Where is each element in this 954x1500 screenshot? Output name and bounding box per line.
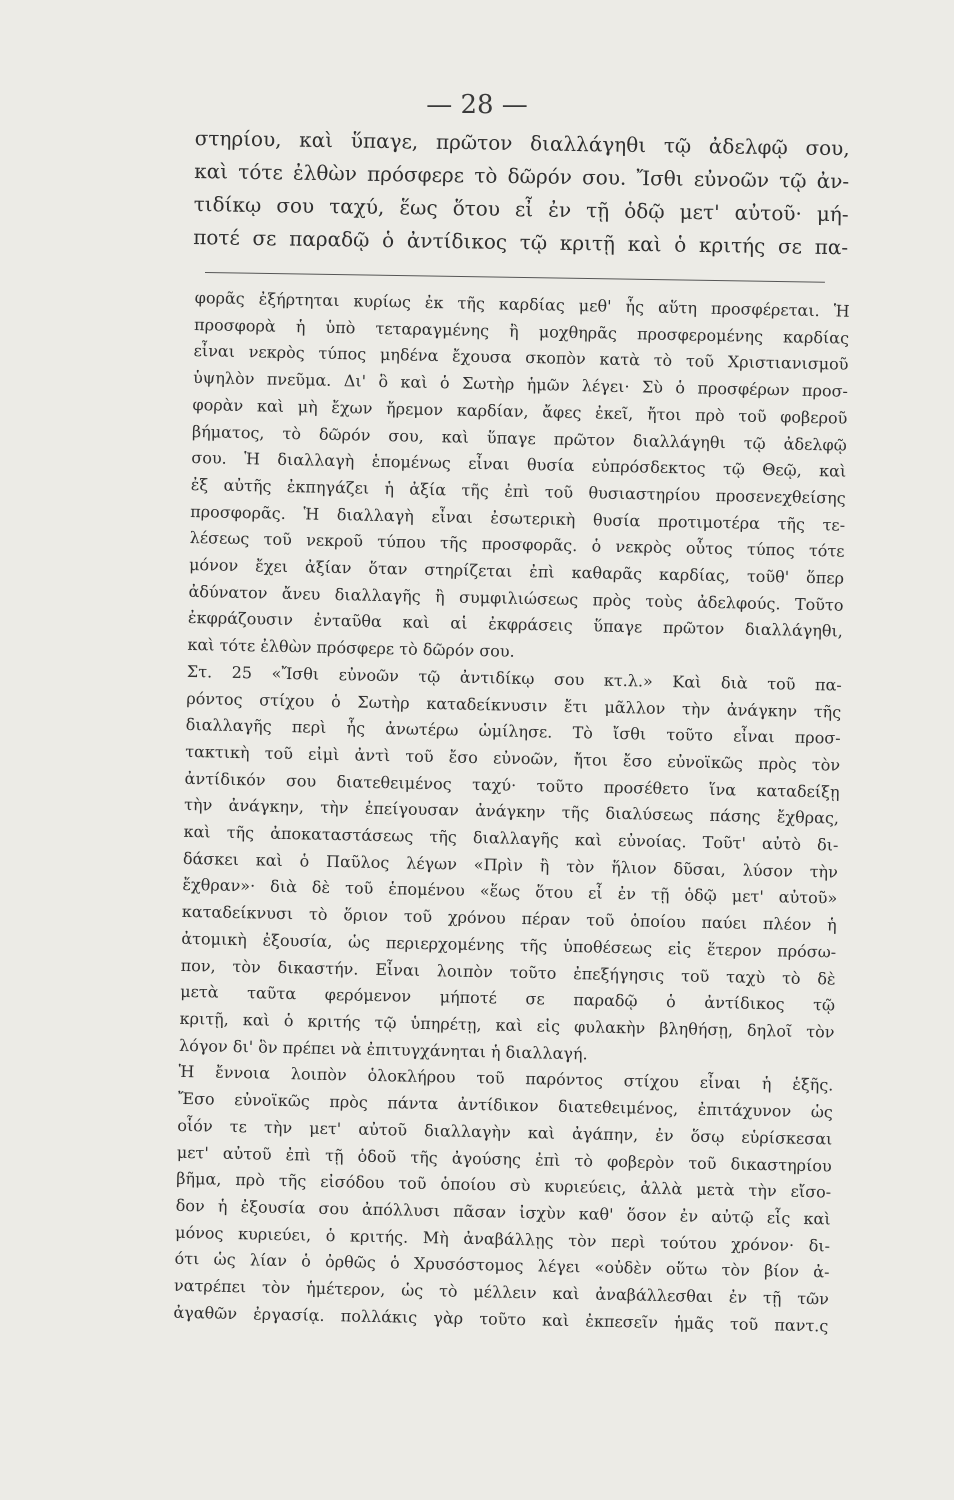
footnote-line: φορὰν καὶ μὴ ἔχων ἤρεμον καρδίαν, ἄφες ἐκεῖ, ἤτοι πρὸ τοῦ φοβεροῦ bbox=[192, 394, 848, 428]
footnote-line: εἶναι νεκρὸς τύπος μηδένα ἔχουσα σκοπὸν κατὰ τὸ τοῦ Χριστιανισμοῦ bbox=[193, 341, 849, 375]
footnote-line: προσφορὰ ἡ ὑπὸ τεταραγμένης ἢ μοχθηρᾶς προσφερομένης καρδίας bbox=[193, 314, 850, 348]
page-number: — 28 — bbox=[426, 90, 528, 120]
footnote-line: ότι ὡς λίαν ὁ ὀρθῶς ὁ Χρυσόστομος λέγει «οὐδὲν οὕτω τὸν βίον ἀ- bbox=[174, 1249, 830, 1282]
footnote-line: μόνος κυριεύει, ὁ κριτής. Μὴ ἀναβάλλῃς τὸν περὶ τούτου χρόνον· δι- bbox=[174, 1222, 831, 1256]
footnote-line: δον ἡ ἐξουσία σου ἀπόλλυσι πᾶσαν ἰσχὺν καθ' ὅσον ἐν αὐτῷ εἷς καὶ bbox=[175, 1195, 831, 1229]
footnote-line: βήματος, τὸ δῶρόν σου, καὶ ὕπαγε πρῶτον διαλλάγηθι τῷ ἀδελφῷ bbox=[191, 421, 847, 455]
footnote-line: βῆμα, πρὸ τῆς εἰσόδου τοῦ ὁποίου σὺ κυριεύεις, ἀλλὰ μετὰ τὴν εἴσο- bbox=[176, 1169, 832, 1202]
footnote-text bbox=[173, 285, 850, 1340]
footnote-divider bbox=[205, 272, 825, 283]
main-text-line: καὶ τότε ἐλθὼν πρόσφερε τὸ δῶρόν σου. Ἴσθι εὐνοῶν τῷ ἀν- bbox=[194, 158, 850, 194]
main-text bbox=[193, 122, 850, 264]
footnote-line: καὶ τῆς ἀποκαταστάσεως τῆς διαλλαγῆς καὶ εὐνοίας. Τοῦτ' αὐτὸ δι- bbox=[183, 821, 839, 855]
footnote-line: νατρέπει τὸν ἡμέτερον, ὡς τὸ μέλλειν καὶ ἀναβάλλεσθαι ἐν τῇ τῶν bbox=[173, 1275, 830, 1309]
footnote-line: ἀγαθῶν ἐργασίᾳ. πολλάκις γὰρ τοῦτο καὶ ἐκπεσεῖν ἡμᾶς τοῦ παντ.ς bbox=[173, 1302, 829, 1336]
footnote-line: κριτῇ, καὶ ὁ κριτής τῷ ὑπηρέτῃ, καὶ εἰς φυλακὴν βληθήσῃ, δηλοῖ τὸν bbox=[179, 1008, 835, 1042]
main-text-line: στηρίου, καὶ ὕπαγε, πρῶτον διαλλάγηθι τῷ ἀδελφῷ σου, bbox=[194, 125, 850, 161]
footnote-line: μόνον ἔχει ἀξίαν ὅταν στηρίζεται ἐπὶ καθαρᾶς καρδίας, τοῦθ' ὅπερ bbox=[188, 554, 845, 588]
footnote-line: ὑψηλὸν πνεῦμα. Δι' ὃ καὶ ὁ Σωτὴρ ἡμῶν λέγει· Σὺ ὁ προσφέρων προσ- bbox=[192, 368, 849, 401]
footnote-line: οἷόν τε τὴν μετ' αὐτοῦ διαλλαγὴν καὶ ἀγάπην, ἐν ὅσῳ εὑρίσκεσαι bbox=[177, 1115, 833, 1149]
footnote-line: καταδείκνυσι τὸ ὅριον τοῦ χρόνου πέραν τοῦ ὁποίου παύει πλέον ἡ bbox=[181, 902, 837, 935]
footnote-line: ἐκφράζουσιν ἐνταῦθα καὶ αἱ ἐκφράσεις ὕπαγε πρῶτον διαλλάγηθι, bbox=[187, 608, 844, 642]
footnote-line: ἀτομικὴ ἐξουσία, ὡς περιερχομένης τῆς ὑποθέσεως εἰς ἕτερον πρόσω- bbox=[181, 928, 837, 962]
footnote-line: ἀδύνατον ἄνευ διαλλαγῆς ἢ συμφιλιώσεως πρὸς τοὺς ἀδελφούς. Τοῦτο bbox=[188, 581, 844, 615]
footnote-line: ἐξ αὐτῆς ἐκπηγάζει ἡ ἀξία τῆς ἐπὶ τοῦ θυσιαστηρίου προσενεχθείσης bbox=[190, 474, 846, 508]
footnote-line: Ἔσο εὐνοϊκῶς πρὸς πάντα ἀντίδικον διατεθειμένος, ἐπιτάχυνον ὡς bbox=[177, 1088, 834, 1122]
footnote-line: διαλλαγῆς περὶ ἧς ἀνωτέρω ὡμίλησε. Τὸ ἴσθι τοῦτο εἶναι προσ- bbox=[185, 715, 841, 748]
main-text-line: ποτέ σε παραδῷ ὁ ἀντίδικος τῷ κριτῇ καὶ ὁ κριτής σε πα- bbox=[193, 224, 849, 260]
footnote-line: τακτικὴ τοῦ εἰμὶ ἀντὶ τοῦ ἔσο εὐνοῶν, ἤτοι ἔσο εὐνοϊκῶς πρὸς τὸν bbox=[185, 741, 841, 775]
footnote-line: λόγον δι' ὃν πρέπει νὰ ἐπιτυγχάνηται ἡ διαλλαγή. bbox=[178, 1035, 588, 1064]
footnote-line: καὶ τότε ἐλθὼν πρόσφερε τὸ δῶρόν σου. bbox=[187, 635, 515, 661]
footnote-line: ἔχθραν»· διὰ δὲ τοῦ ἑπομένου «ἕως ὅτου εἶ ἐν τῇ ὁδῷ μετ' αὐτοῦ» bbox=[182, 875, 838, 909]
footnote-line: ἀντίδικόν σου διατεθειμένος ταχύ· τοῦτο προσέθετο ἵνα καταδείξῃ bbox=[184, 768, 840, 802]
footnote-line: προσφορᾶς. Ἡ διαλλαγὴ εἶναι ἐσωτερικὴ θυσία προτιμοτέρα τῆς τε- bbox=[190, 501, 846, 535]
footnote-line: πον, τὸν δικαστήν. Εἶναι λοιπὸν τοῦτο ἐπεξήγησις τοῦ ταχὺ τὸ δὲ bbox=[180, 955, 836, 989]
footnote-line: τὴν ἀνάγκην, τὴν ἐπείγουσαν ἀνάγκην τῆς διαλύσεως πάσης ἔχθρας, bbox=[183, 795, 840, 828]
footnote-line: λέσεως τοῦ νεκροῦ τύπου τῆς προσφορᾶς. ὁ νεκρὸς οὗτος τύπος τότε bbox=[189, 528, 845, 561]
footnote-line: σου. Ἡ διαλλαγὴ ἑπομένως εἶναι θυσία εὐπρόσδεκτος τῷ Θεῷ, καὶ bbox=[191, 448, 847, 481]
footnote-line: ρόντος στίχου ὁ Σωτὴρ καταδείκνυσιν ἔτι μᾶλλον τὴν ἀνάγκην τῆς bbox=[186, 688, 842, 722]
footnote-line: Στ. 25 «Ἴσθι εὐνοῶν τῷ ἀντιδίκῳ σου κτ.λ.» Καὶ διὰ τοῦ πα- bbox=[186, 661, 842, 695]
footnote-line: δάσκει καὶ ὁ Παῦλος λέγων «Πρὶν ἢ τὸν ἥλιον δῦσαι, λύσον τὴν bbox=[182, 848, 839, 882]
footnote-line: φορᾶς ἐξήρτηται κυρίως ἐκ τῆς καρδίας μεθ' ἧς αὕτη προσφέρεται. Ἡ bbox=[194, 287, 850, 321]
footnote-line: Ἡ ἔννοια λοιπὸν ὁλοκλήρου τοῦ παρόντος στίχου εἶναι ἡ ἑξῆς. bbox=[178, 1062, 834, 1095]
footnote-line: μετὰ ταῦτα φερόμενον μήποτέ σε παραδῷ ὁ ἀντίδικος τῷ bbox=[179, 982, 836, 1015]
footnote-line: μετ' αὐτοῦ ἐπὶ τῇ ὁδοῦ τῆς ἀγούσης ἐπὶ τὸ φοβερὸν τοῦ δικαστηρίου bbox=[176, 1142, 832, 1176]
main-text-line: τιδίκῳ σου ταχύ, ἕως ὅτου εἶ ἐν τῇ ὁδῷ μετ' αὐτοῦ· μή- bbox=[193, 191, 849, 227]
